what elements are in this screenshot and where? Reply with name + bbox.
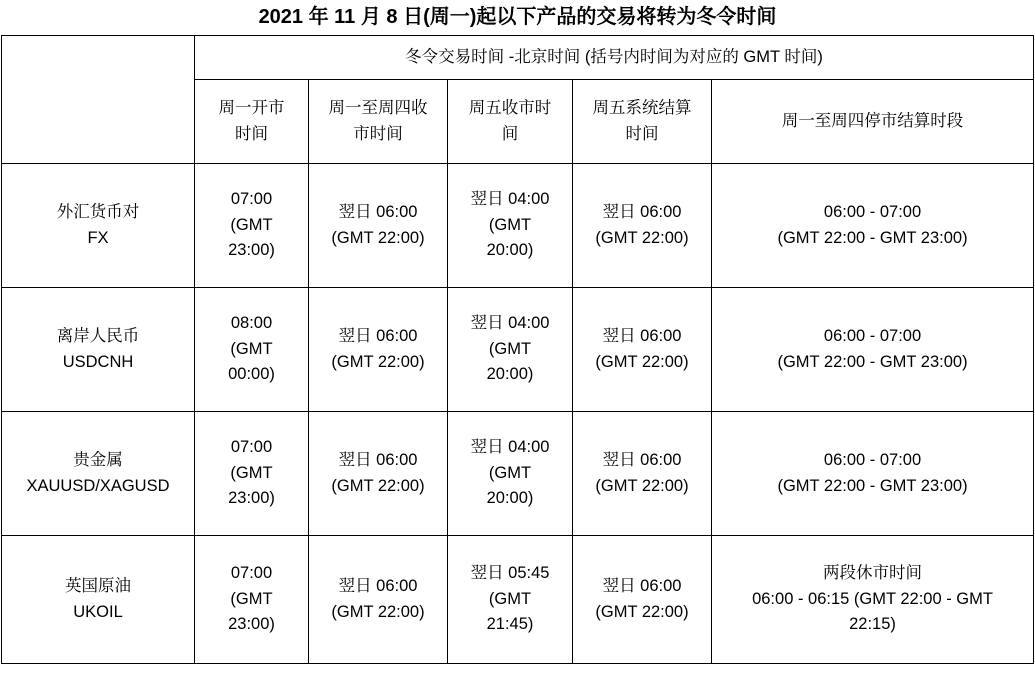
cell-mon-open bbox=[195, 412, 309, 536]
header-mon-open-line-1: 周一开市 bbox=[218, 98, 285, 117]
cell-line-3: 20:00) bbox=[486, 241, 534, 260]
cell-fri-close bbox=[448, 164, 573, 288]
cell-line-3: 23:00) bbox=[228, 489, 275, 508]
cell-line-1: 翌日 05:45 bbox=[470, 564, 550, 583]
cell-line-3: 23:00) bbox=[228, 615, 275, 634]
cell-line-1: 翌日 04:00 bbox=[470, 190, 550, 209]
cell-line-2: (GMT bbox=[488, 463, 532, 482]
cell-line-3: 23:00) bbox=[228, 241, 275, 260]
cell-line-3: 21:45) bbox=[486, 615, 534, 634]
cell-line-1: 翌日 06:00 bbox=[338, 576, 418, 595]
cell-line-1: 翌日 06:00 bbox=[602, 450, 682, 469]
cell-line-2: (GMT bbox=[230, 339, 273, 358]
cell-line-2: (GMT 22:00 - GMT 23:00) bbox=[777, 352, 968, 371]
table-row bbox=[2, 412, 1034, 536]
cell-line-2: (GMT 22:00) bbox=[595, 352, 689, 371]
cell-line-1: 翌日 04:00 bbox=[470, 314, 550, 333]
product-name-line-2: UKOIL bbox=[73, 602, 123, 621]
cell-line-2: (GMT bbox=[230, 589, 273, 608]
header-fri-settle-line-2: 时间 bbox=[625, 124, 659, 143]
product-name-line-1: 外汇货币对 bbox=[56, 202, 140, 221]
header-fri-settle bbox=[573, 80, 712, 164]
cell-line-2: (GMT bbox=[488, 589, 532, 608]
cell-line-2: (GMT 22:00) bbox=[331, 352, 425, 371]
header-mon-open-line-2: 时间 bbox=[235, 124, 268, 143]
cell-line-2: (GMT 22:00) bbox=[331, 602, 425, 621]
row-product-ukoil bbox=[2, 536, 195, 664]
cell-line-2: (GMT bbox=[488, 339, 532, 358]
header-halt-settle-line-1: 周一至周四停市结算时段 bbox=[781, 111, 964, 130]
cell-fri-settle bbox=[573, 412, 712, 536]
table-banner-cell: 冬令交易时间 -北京时间 (括号内时间为对应的 GMT 时间) bbox=[195, 36, 1034, 80]
table-corner-cell bbox=[2, 36, 195, 164]
cell-line-1: 06:00 - 07:00 bbox=[823, 326, 922, 345]
cell-mon-open bbox=[195, 536, 309, 664]
row-product-metals bbox=[2, 412, 195, 536]
header-fri-close-line-1: 周五收市时 bbox=[468, 98, 552, 117]
cell-line-1: 两段休市时间 bbox=[823, 564, 923, 583]
cell-line-3: 20:00) bbox=[486, 489, 534, 508]
product-name-line-2: XAUUSD/XAGUSD bbox=[26, 476, 170, 495]
cell-line-2: (GMT bbox=[488, 215, 532, 234]
cell-line-2: (GMT bbox=[230, 215, 273, 234]
cell-halt-settle bbox=[712, 412, 1034, 536]
header-mon-open bbox=[195, 80, 309, 164]
cell-monthu-close bbox=[309, 288, 448, 412]
cell-line-1: 翌日 06:00 bbox=[602, 326, 682, 345]
cell-line-1: 翌日 04:00 bbox=[470, 438, 550, 457]
header-monthu-close-line-1: 周一至周四收 bbox=[328, 98, 428, 117]
cell-line-1: 08:00 bbox=[230, 314, 273, 333]
cell-line-2: (GMT 22:00) bbox=[595, 476, 689, 495]
cell-fri-settle bbox=[573, 288, 712, 412]
row-product-usdcnh bbox=[2, 288, 195, 412]
cell-line-3: 20:00) bbox=[486, 365, 534, 384]
cell-line-1: 翌日 06:00 bbox=[338, 202, 418, 221]
cell-halt-settle bbox=[712, 164, 1034, 288]
product-name-line-2: FX bbox=[87, 228, 109, 247]
cell-line-2: (GMT 22:00) bbox=[595, 602, 689, 621]
cell-line-1: 翌日 06:00 bbox=[602, 576, 682, 595]
cell-line-1: 翌日 06:00 bbox=[338, 450, 418, 469]
table-row bbox=[2, 164, 1034, 288]
cell-halt-settle bbox=[712, 288, 1034, 412]
header-monthu-close-line-2: 市时间 bbox=[353, 124, 403, 143]
cell-line-1: 翌日 06:00 bbox=[602, 202, 682, 221]
cell-fri-settle bbox=[573, 164, 712, 288]
product-name-line-1: 离岸人民币 bbox=[56, 326, 140, 345]
cell-line-2: (GMT 22:00 - GMT 23:00) bbox=[777, 228, 968, 247]
table-row bbox=[2, 288, 1034, 412]
trading-hours-table bbox=[1, 35, 1034, 664]
product-name-line-1: 英国原油 bbox=[65, 576, 131, 595]
cell-mon-open bbox=[195, 288, 309, 412]
row-product-fx bbox=[2, 164, 195, 288]
cell-line-3: 22:15) bbox=[849, 615, 896, 634]
cell-line-1: 07:00 bbox=[230, 438, 273, 457]
cell-fri-settle bbox=[573, 536, 712, 664]
cell-halt-settle bbox=[712, 536, 1034, 664]
cell-line-2: 06:00 - 06:15 (GMT 22:00 - GMT bbox=[752, 589, 993, 608]
cell-line-1: 06:00 - 07:00 bbox=[823, 202, 922, 221]
table-row bbox=[2, 536, 1034, 664]
cell-monthu-close bbox=[309, 164, 448, 288]
header-halt-settle bbox=[712, 80, 1034, 164]
cell-line-2: (GMT 22:00) bbox=[331, 228, 425, 247]
cell-fri-close bbox=[448, 536, 573, 664]
product-name-line-1: 贵金属 bbox=[73, 450, 123, 469]
page-title: 2021 年 11 月 8 日(周一)起以下产品的交易将转为冬令时间 bbox=[258, 6, 777, 28]
header-fri-close-line-2: 间 bbox=[501, 124, 519, 143]
cell-line-2: (GMT 22:00) bbox=[331, 476, 425, 495]
cell-fri-close bbox=[448, 412, 573, 536]
table-banner-row bbox=[2, 36, 1034, 80]
header-monthu-close bbox=[309, 80, 448, 164]
cell-monthu-close bbox=[309, 412, 448, 536]
cell-mon-open bbox=[195, 164, 309, 288]
product-name-line-2: USDCNH bbox=[62, 352, 134, 371]
cell-line-2: (GMT 22:00) bbox=[595, 228, 689, 247]
cell-line-1: 翌日 06:00 bbox=[338, 326, 418, 345]
cell-line-3: 00:00) bbox=[228, 365, 275, 384]
cell-line-2: (GMT 22:00 - GMT 23:00) bbox=[777, 476, 968, 495]
cell-fri-close bbox=[448, 288, 573, 412]
cell-line-1: 06:00 - 07:00 bbox=[823, 450, 922, 469]
cell-line-2: (GMT bbox=[230, 463, 273, 482]
header-fri-settle-line-1: 周五系统结算 bbox=[592, 98, 692, 117]
cell-monthu-close bbox=[309, 536, 448, 664]
header-fri-close bbox=[448, 80, 573, 164]
cell-line-1: 07:00 bbox=[230, 564, 273, 583]
cell-line-1: 07:00 bbox=[230, 190, 273, 209]
